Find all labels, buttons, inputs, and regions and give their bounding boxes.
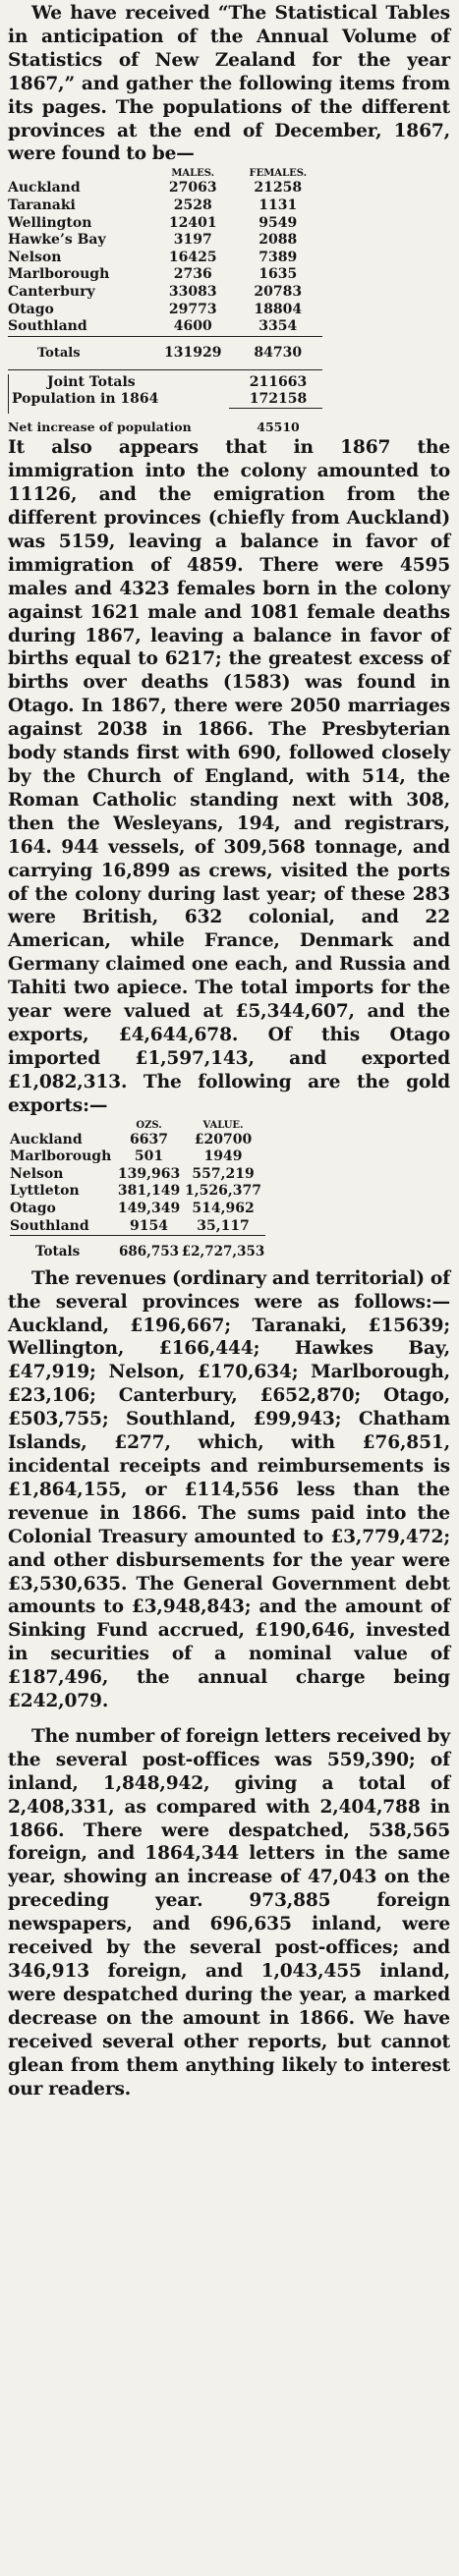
joint-totals-label: Joint Totals	[47, 374, 136, 391]
gold-value: 35,117	[181, 1218, 265, 1236]
net-increase-row	[8, 419, 322, 435]
gold-totals-label: Totals	[35, 1244, 81, 1260]
females-value: 2088	[258, 232, 298, 249]
females-value: 7389	[258, 249, 298, 265]
females-value: 3354	[234, 318, 322, 336]
sum-rule	[229, 408, 322, 409]
immigration-paragraph: It also appears that in 1867 the immigration into the colony amounted to 11126, and the emigration from the different provinces (chiefly from Auckland) was 5159, leaving a balance in favor of immigration of 4859. There were 4595 males and 4323 females born in the colony against 1621 male and 1081 female deaths during 1867, leaving a balance in favor of births equal to 6217; the greatest excess of births over deaths (1583) was found in Otago. In 1867, there were 2050 marriages against 2038 in 1866. The Presbyterian body stands first with 690, followed closely by the Church of England, with 514, the Roman Catholic standing next with 308, then the Wesleyans, 194, and registrars, 164. 944 vessels, of 309,568 tonnage, and carrying 16,899 as crews, visited the ports of the colony during last year; of these 283 were British, 632 colonial, and 22 American, while France, Denmark and Germany claimed one each, and Russia and Tahiti two apiece. The total imports for the year were valued at £5,344,607, and the exports, £4,644,678. Of this Otago imported £1,597,143, and exported £1,082,313. The following are the gold exports:—	[8, 437, 450, 1116]
total-females: 84730	[234, 336, 322, 370]
ozs-value: 139,963	[117, 1165, 181, 1182]
province-name: Southland	[8, 318, 152, 336]
ozs-value: 381,149	[117, 1183, 181, 1200]
table-row	[8, 266, 322, 284]
table-row	[10, 1132, 265, 1149]
province-header	[8, 168, 152, 180]
males-value: 16425	[168, 249, 217, 265]
gold-table-header	[10, 1120, 265, 1132]
table-row	[10, 1183, 265, 1201]
intro-paragraph: We have received “The Statistical Tables in anticipation of the Annual Volume of Statistics of New Zealand for the year 1867,” and gather the following items from its pages. The populations of the different provinces at the end of December, 1867, were found to be—	[8, 3, 450, 165]
males-value: 4600	[152, 318, 234, 336]
total-ozs: 686,753	[119, 1244, 180, 1260]
value-header: VALUE.	[202, 1119, 244, 1131]
population-totals-row	[8, 336, 322, 370]
females-value: 18804	[254, 301, 303, 317]
females-value: 9549	[258, 214, 298, 231]
males-value: 3197	[173, 232, 212, 249]
ozs-header: OZS.	[136, 1119, 162, 1131]
males-value: 27063	[168, 180, 217, 196]
table-row	[10, 1201, 265, 1218]
gold-value: 1949	[203, 1148, 243, 1165]
ozs-value: 9154	[117, 1218, 181, 1236]
gold-value: 557,219	[192, 1165, 255, 1182]
population-1864-row	[8, 391, 322, 408]
place-name: Nelson	[10, 1165, 64, 1182]
revenues-paragraph: The revenues (ordinary and territorial) of the several provinces were as follows:—Auckland, £196,667; Taranaki, £15639; Wellington, £166,444; Hawkes Bay, £47,919; Nelson, £170,634; Marlborough, £23,106; Canterbury, £652,870; Otago, £503,755; Southland, £99,943; Chatham Islands, £277, which, with £76,851, incidental receipts and reimbursements is £1,864,155, or £114,556 less than the revenue in 1866. The sums paid into the Colonial Treasury amounted to £3,779,472; and other disbursements for the year were £3,530,635. The General Government debt amounts to £3,948,843; and the amount of Sinking Fund accrued, £190,646, invested in securities of a nominal value of £187,496, the annual charge being £242,079.	[8, 1267, 450, 1712]
ozs-value: 149,349	[117, 1200, 181, 1216]
gold-totals-row	[10, 1236, 265, 1267]
table-row	[8, 197, 322, 215]
province-name: Canterbury	[8, 283, 95, 300]
females-value: 1131	[258, 196, 298, 213]
net-increase-label: Net increase of population	[8, 420, 192, 435]
gold-value: 514,962	[192, 1200, 255, 1216]
females-value: 21258	[254, 180, 303, 196]
net-increase-value: 45510	[257, 420, 300, 435]
population-table	[8, 168, 322, 370]
males-header: MALES.	[171, 168, 215, 180]
joint-totals-value: 211663	[249, 374, 308, 391]
population-1864-label: Population in 1864	[12, 391, 159, 408]
table-row	[8, 284, 322, 302]
province-name: Wellington	[8, 214, 92, 231]
table-row	[10, 1166, 265, 1184]
males-value: 12401	[168, 214, 217, 231]
place-name: Otago	[10, 1200, 56, 1216]
province-name: Nelson	[8, 249, 62, 265]
place-header	[10, 1120, 117, 1132]
place-name: Southland	[10, 1218, 117, 1236]
gold-value: £20700	[194, 1131, 253, 1148]
joint-totals-block	[8, 374, 322, 435]
place-name: Auckland	[10, 1131, 83, 1148]
gold-value: 1,526,377	[185, 1183, 261, 1200]
table-row	[8, 302, 322, 319]
total-males: 131929	[152, 336, 234, 370]
females-value: 1635	[258, 266, 298, 283]
margin-rule	[8, 374, 9, 414]
population-table-header	[8, 168, 322, 180]
place-name: Lyttleton	[10, 1183, 80, 1200]
totals-label: Totals	[8, 336, 152, 370]
ozs-value: 501	[134, 1148, 164, 1165]
table-row	[8, 215, 322, 233]
province-name: Marlborough	[8, 266, 110, 283]
joint-totals-row	[8, 374, 322, 391]
gold-exports-table	[10, 1120, 265, 1267]
letters-paragraph: The number of foreign letters received by the several post-offices was 559,390; of inland, 1,848,942, giving a total of 2,408,331, as compared with 2,404,788 in 1866. There were despatched, 538,565 foreign, and 1864,344 letters in the same year, showing an increase of 47,043 on the preceding year. 973,885 foreign newspapers, and 696,635 inland, were received by the several post-offices; and 346,913 foreign, and 1,043,455 inland, were despatched during the year, a marked decrease on the amount in 1866. We have received several other reports, but cannot glean from them anything likely to interest our readers.	[8, 1725, 450, 2100]
table-row	[10, 1218, 265, 1236]
males-value: 2736	[173, 266, 212, 283]
table-row	[8, 180, 322, 197]
table-row	[10, 1148, 265, 1166]
females-value: 20783	[254, 283, 303, 300]
males-value: 29773	[168, 301, 217, 317]
table-row	[8, 232, 322, 250]
province-name: Hawke’s Bay	[8, 232, 106, 249]
province-name: Taranaki	[8, 196, 76, 213]
males-value: 2528	[173, 196, 212, 213]
province-name: Otago	[8, 301, 54, 317]
ozs-value: 6637	[130, 1131, 169, 1148]
newspaper-column	[8, 0, 450, 2100]
province-name: Auckland	[8, 180, 81, 196]
males-value: 33083	[168, 283, 217, 300]
females-header: FEMALES.	[249, 168, 308, 180]
total-gold-value: £2,727,353	[181, 1244, 265, 1260]
place-name: Marlborough	[10, 1148, 112, 1165]
table-row	[8, 250, 322, 267]
table-row	[8, 318, 322, 336]
population-1864-value: 172158	[249, 391, 308, 408]
